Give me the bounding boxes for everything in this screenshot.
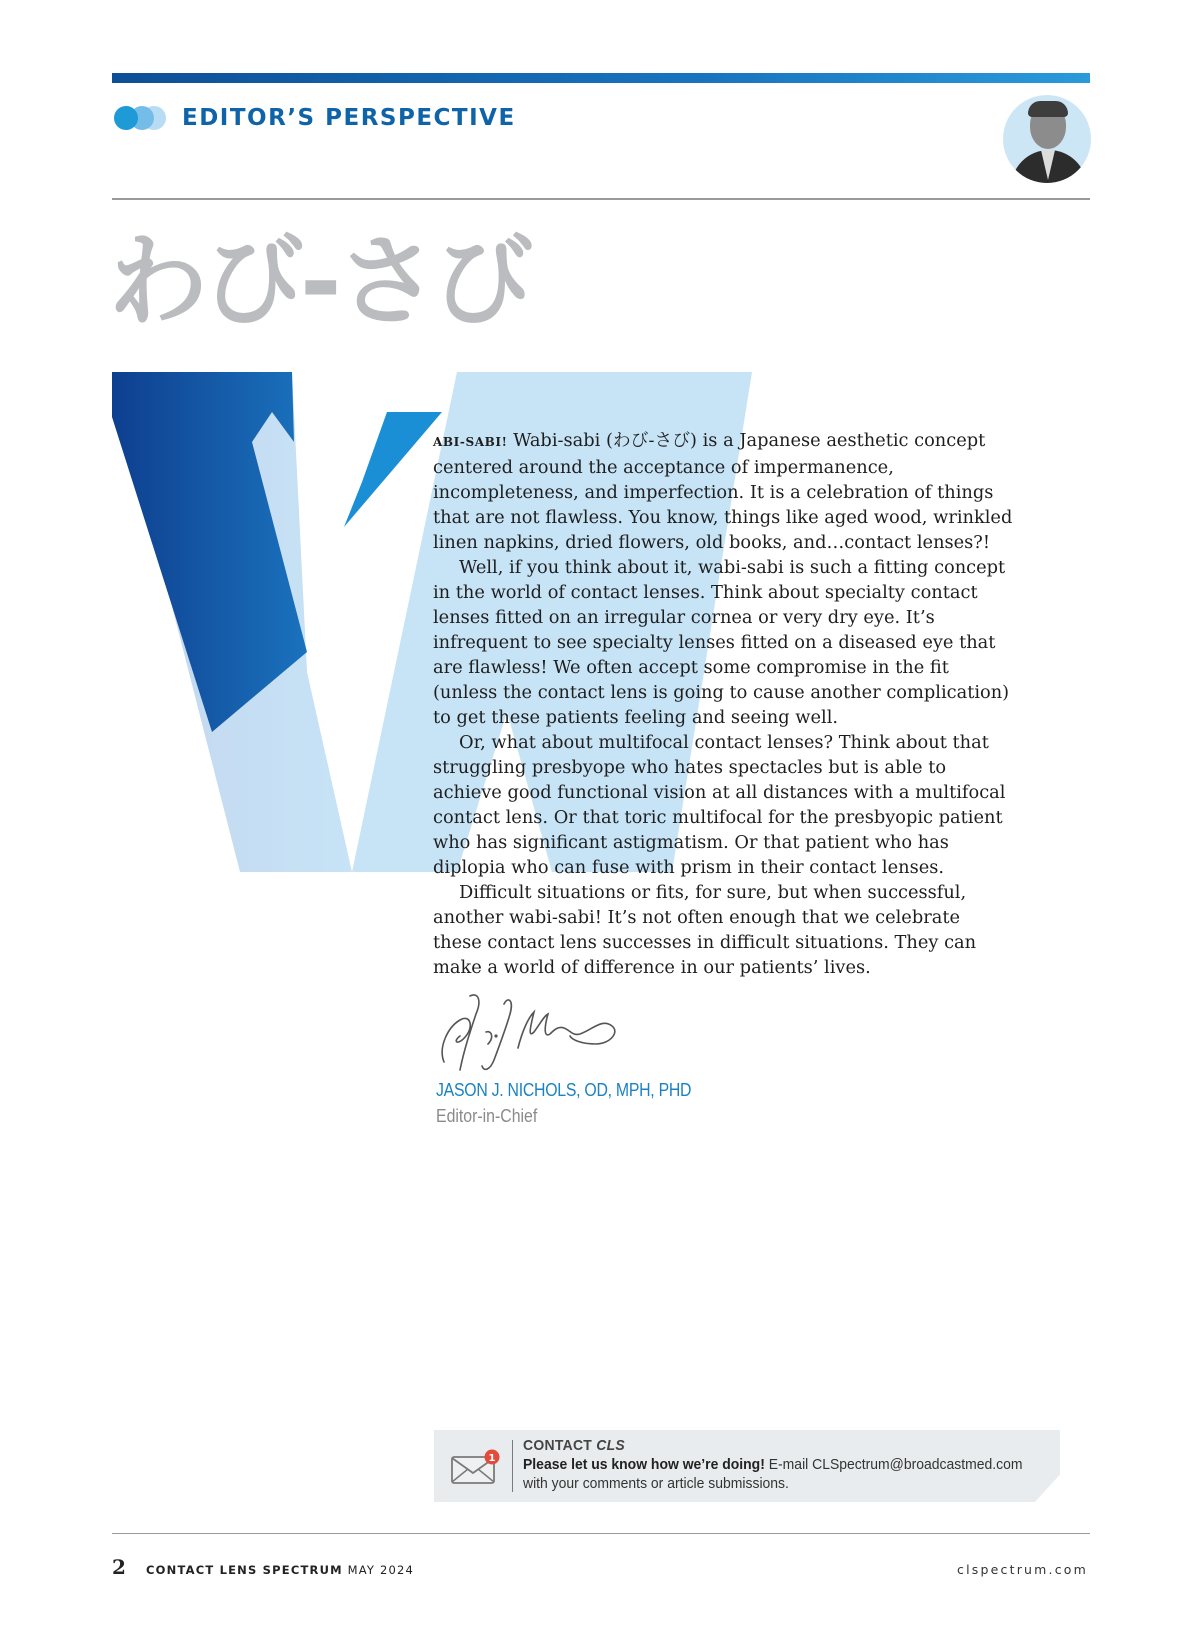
footer-rule <box>112 1533 1090 1534</box>
magazine-name: CONTACT LENS SPECTRUM <box>146 1563 343 1577</box>
website-link[interactable]: clspectrum.com <box>957 1562 1088 1577</box>
contact-heading-cls: CLS <box>596 1437 626 1454</box>
contact-lead: Please let us know how we’re doing! <box>523 1456 765 1473</box>
contact-text <box>523 1436 1023 1493</box>
contact-heading <box>523 1436 1016 1455</box>
paragraph-text: Wabi-sabi (わび-さび) is a Japanese aesthetic concept centered around the acceptance of impermanence, incompleteness, and imperfection. It is a celebration of things that are not flawless. You know, things like aged wood, wrinkled linen napkins, dried flowers, old books, and…contact lenses?! <box>433 430 1013 553</box>
contact-line-2: with your comments or article submissions. <box>523 1475 789 1492</box>
mail-icon <box>450 1449 500 1485</box>
section-dots-icon <box>112 104 174 132</box>
magazine-info <box>146 1563 414 1577</box>
notification-badge: 1 <box>488 1453 496 1464</box>
page-number: 2 <box>112 1555 126 1579</box>
paragraph: Or, what about multifocal contact lenses? Think about that struggling presbyope who hates spectacles but is able to achieve good functional vision at all distances with a multifocal contact lens. Or that toric multifocal for the presbyopic patient who has significant astigmatism. Or that patient who has diplopia who can fuse with prism in their contact lenses. <box>433 732 1006 878</box>
top-rule <box>112 73 1090 83</box>
lead-in: ABI-SABI! <box>433 435 508 449</box>
article-title: わび-さび <box>108 223 530 340</box>
author-name: JASON J. NICHOLS, OD, MPH, PHD <box>436 1080 692 1100</box>
article-body <box>433 428 1013 980</box>
section-header <box>112 100 516 136</box>
contact-line-1 <box>523 1455 1023 1474</box>
header-divider <box>112 198 1090 200</box>
contact-heading-prefix: CONTACT <box>523 1437 597 1454</box>
author-role: Editor-in-Chief <box>436 1106 538 1126</box>
author-signature <box>430 992 630 1077</box>
contact-divider <box>512 1440 513 1492</box>
paragraph: Well, if you think about it, wabi-sabi is such a fitting concept in the world of contact lenses. Think about specialty contact lenses fitted on an irregular cornea or very dry eye. It’s infrequent to see specialty lenses fitted on a diseased eye that are flawless! We often accept some compromise in the fit (unless the contact lens is going to cause another complication) to get these patients feeling and seeing well. <box>433 557 1010 728</box>
paragraph <box>433 428 1013 555</box>
contact-email-text: E-mail CLSpectrum@broadcastmed.com <box>764 1456 1023 1473</box>
issue-date: MAY 2024 <box>342 1563 415 1577</box>
paragraph: Difficult situations or fits, for sure, but when successful, another wabi-sabi! It’s not often enough that we celebrate these contact lens successes in difficult situations. They can make a world of difference in our patients’ lives. <box>433 882 977 978</box>
section-title: EDITOR’S PERSPECTIVE <box>182 105 516 131</box>
author-avatar <box>1003 95 1091 183</box>
